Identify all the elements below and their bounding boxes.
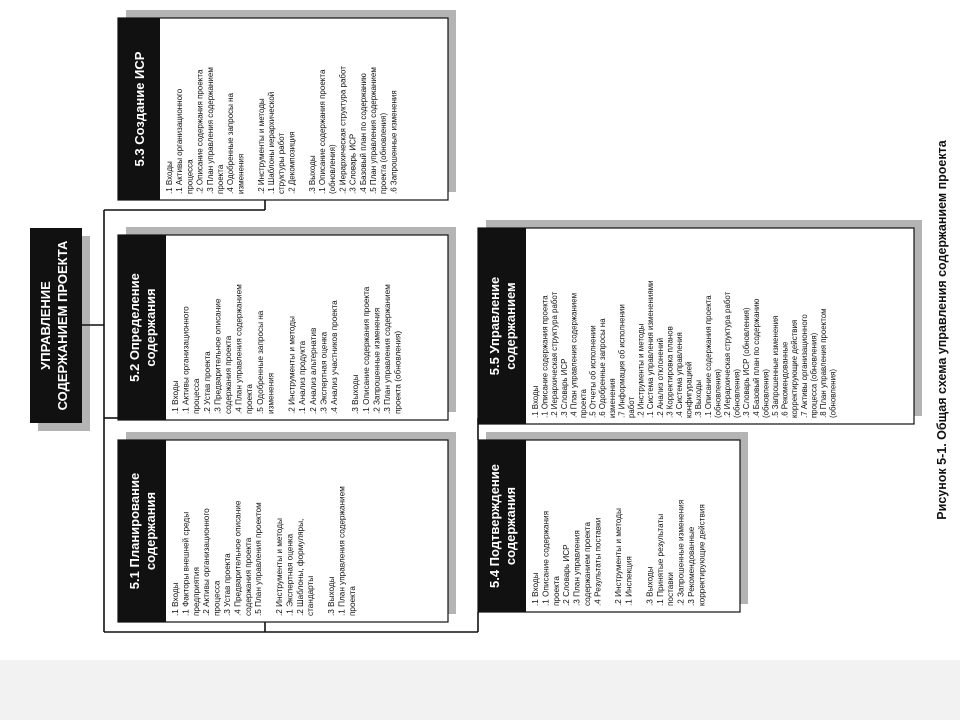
process-item: .5 Одобренные запросы на [255, 310, 265, 414]
process-item: .2 Иерархическая структура работ [723, 291, 732, 418]
process-item: .6 Запрошенные изменения [389, 90, 399, 194]
rotated-content [30, 10, 949, 632]
process-item: (обновления) [713, 369, 723, 418]
process-item: .4 План управления содержанием [569, 292, 579, 418]
process-item: изменения [607, 378, 617, 418]
process-item: .3 Выходы [327, 576, 336, 616]
process-item: .2 Активы организационного [202, 508, 212, 616]
process-item: .1 Описание содержания проекта [540, 295, 550, 418]
process-item: .3 Корректировка планов [665, 326, 675, 418]
process-item: .7 Информация об исполнении [617, 304, 627, 418]
process-title: содержания [503, 486, 518, 566]
process-item: стандарты [306, 575, 316, 616]
process-title: содержанием [503, 282, 518, 370]
process-item: .1 Активы организационного [175, 88, 185, 194]
process-item: .3 Предварительное описание [213, 298, 223, 414]
process-item: процесса (обновления) [809, 332, 819, 418]
process-item: .4 План управления содержанием [234, 284, 244, 414]
process-title: содержания [143, 288, 158, 367]
process-item: .1 Активы организационного [181, 306, 191, 414]
process-item: .7 Активы организационного [799, 314, 809, 418]
process-title: 5.4 Подтверждение [487, 463, 502, 589]
process-title: 5.3 Создание ИСР [132, 51, 147, 167]
process-item: .1 Описание содержания проекта [318, 69, 327, 194]
process-title-band [478, 228, 526, 424]
process-item: .2 Инструменты и методы [275, 518, 284, 616]
process-item: .4 Одобренные запросы на [226, 93, 236, 194]
process-item: .2 Инструменты и методы [614, 508, 624, 606]
process-item: .3 Экспертная оценка [319, 331, 329, 414]
process-item: .5 Запрошенные изменения [771, 315, 780, 418]
process-item: .2 Инструменты и методы [636, 323, 646, 418]
process-item: .1 Инспекция [624, 556, 634, 606]
process-item: .3 Рекомендованные [687, 526, 696, 606]
process-item: .2 Инструменты и методы [256, 98, 266, 194]
process-item: .2 Декомпозиция [287, 131, 297, 194]
process-item: .1 Входы [531, 385, 540, 418]
process-item: .1 Факторы внешней среды [181, 511, 191, 616]
process-item: .1 Экспертная оценка [285, 533, 295, 616]
process-item: .3 Выходы [694, 379, 704, 418]
process-title: содержания [143, 491, 158, 571]
process-item: .2 Описание содержания проекта [195, 69, 205, 194]
process-item: содержания проекта [243, 537, 253, 616]
process-item: содержания проекта [224, 335, 233, 414]
process-item: .3 План управления содержанием [205, 67, 215, 194]
process-item: .1 Система управления изменениями [646, 280, 656, 418]
process-item: .3 План управления содержанием [383, 284, 392, 414]
process-title-band [478, 440, 526, 612]
process-item: .1 Входы [171, 380, 180, 414]
process-item: структуры работ [277, 132, 287, 194]
figure-caption: Рисунок 5-1. Общая схема управления содержанием проекта [935, 140, 949, 520]
process-item: .3 Выходы [307, 155, 317, 194]
process-item: .3 Словарь ИСР (обновления) [742, 307, 752, 418]
process-item: .8 План управления проектом [819, 308, 828, 418]
process-item: .1 План управления содержанием [337, 486, 347, 616]
process-item: содержанием проекта [583, 521, 592, 606]
process-item: (обновления) [732, 369, 742, 418]
process-item: .5 План управления содержанием [369, 67, 378, 194]
process-item: предприятия [191, 567, 201, 616]
process-item: (обновления) [828, 369, 838, 418]
process-item: .3 Выходы [645, 566, 655, 606]
process-item: .2 Словарь ИСР [562, 544, 572, 606]
process-item: .4 Результаты поставки [593, 517, 603, 606]
process-item: .2 Иерархическая структура работ [338, 66, 348, 194]
process-item: .2 Запрошенные изменения [676, 499, 686, 606]
process-item: проекта [579, 389, 588, 418]
process-item: поставки [666, 572, 676, 606]
process-item: .1 Шаблоны иерархической [267, 91, 276, 194]
process-item: .2 Запрошенные изменения [372, 307, 382, 414]
process-item: (обновления) [328, 144, 338, 194]
process-item: процесса [185, 159, 195, 194]
process-item: проекта [347, 586, 357, 616]
process-item: .3 План управления [572, 530, 582, 606]
process-item: проекта [245, 384, 255, 414]
process-item: .5 План управления проектом [254, 502, 264, 616]
process-item: .4 Анализ участников проекта [330, 300, 339, 414]
process-item: .2 Иерархическая структура работ [550, 291, 560, 418]
process-item: проекта (обновления) [393, 330, 403, 414]
process-item: конфигурацией [684, 361, 694, 418]
process-title-band [118, 440, 166, 622]
footer-band [0, 660, 960, 720]
process-item: .1 Входы [165, 161, 174, 194]
process-item: .1 Анализ продукта [298, 340, 308, 414]
process-title-band [118, 235, 166, 420]
process-item: процесса [212, 580, 222, 616]
process-item: проекта [551, 576, 561, 606]
process-item: .1 Входы [531, 572, 540, 606]
process-item: .4 Предварительное описание [233, 500, 243, 616]
process-item: процесса [192, 378, 202, 414]
process-item: .3 Устав проекта [223, 553, 232, 616]
root-title-line: СОДЕРЖАНИЕМ ПРОЕКТА [55, 240, 70, 411]
process-item: .3 Словарь ИСР [559, 358, 569, 418]
process-item: (обновления) [761, 369, 771, 418]
process-item: изменения [266, 372, 276, 414]
process-item: .3 Выходы [351, 374, 361, 414]
process-title: 5.5 Управление [487, 276, 502, 376]
process-title: 5.1 Планирование [127, 472, 142, 590]
process-item: .1 Входы [171, 582, 180, 616]
root-title-line: УПРАВЛЕНИЕ [38, 281, 53, 370]
process-item: корректирующие действия [697, 504, 707, 606]
process-item: .6 Одобренные запросы на [598, 318, 608, 418]
process-item: .2 Инструменты и методы [287, 316, 297, 414]
process-item: .6 Рекомендованные [780, 341, 790, 418]
process-item: .2 Анализ отклонений [655, 338, 665, 418]
process-item: .2 Шаблоны, формуляры, [295, 518, 305, 616]
process-item: .4 Базовый план по содержанию [358, 73, 368, 194]
process-item: проекта (обновления) [379, 112, 389, 194]
process-item: проекта [216, 164, 225, 194]
process-item: .2 Анализ альтернатив [308, 327, 318, 414]
process-item: .1 Описание содержания [541, 510, 551, 606]
process-item: .1 Принятые результаты [655, 513, 665, 606]
process-item: .1 Описание содержания проекта [361, 286, 371, 414]
process-item: .4 Система управления [675, 332, 684, 418]
process-item: .2 Устав проекта [202, 351, 212, 414]
process-item: .5 Отчеты об исполнении [588, 325, 598, 418]
process-item: изменения [236, 153, 246, 194]
process-item: работ [627, 396, 636, 418]
process-item: .1 Описание содержания проекта [703, 295, 713, 418]
process-item: .4 Базовый план по содержанию [751, 298, 761, 418]
process-title: 5.2 Определение [127, 273, 142, 382]
process-item: корректирующие действия [790, 319, 800, 418]
process-item: .3 Словарь ИСР [348, 133, 358, 194]
